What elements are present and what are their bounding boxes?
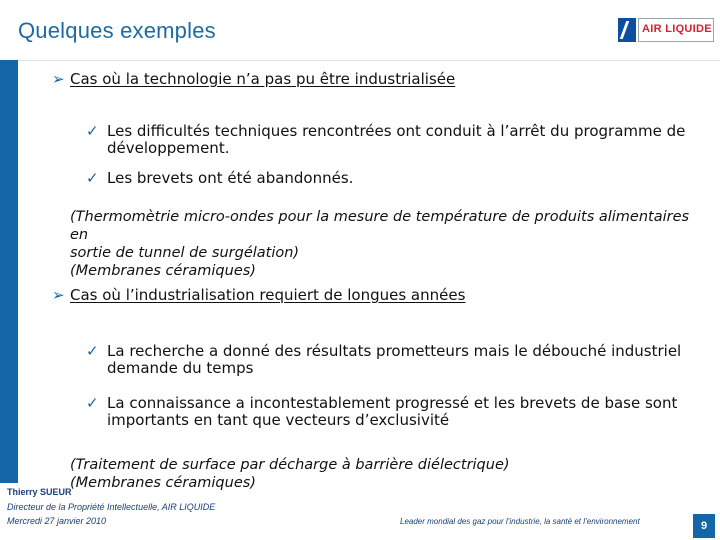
list-item-text: La connaissance a incontestablement progressé et les brevets de base sont importants en tant que vecteurs d’exclusivité: [107, 394, 678, 429]
slide-title: Quelques exemples: [18, 18, 216, 43]
arrow-bullet-icon: ➢: [52, 286, 65, 304]
footer-date: Mercredi 27 janvier 2010: [7, 516, 107, 526]
note-line: (Thermomètrie micro-ondes pour la mesure de température de produits alimentaires en: [70, 209, 690, 243]
section-heading-text: Cas où l’industrialisation requiert de longues années: [70, 286, 466, 304]
checkmark-icon: ✓: [86, 169, 99, 187]
logo-text: AIR LIQUIDE: [642, 23, 712, 35]
example-note-1: [70, 208, 700, 280]
page-number: 9: [693, 514, 715, 538]
note-line: (Traitement de surface par décharge à barrière diélectrique): [70, 457, 510, 473]
list-item-text: Les brevets ont été abandonnés.: [107, 169, 354, 187]
checkmark-icon: ✓: [86, 122, 99, 140]
list-item-text: La recherche a donné des résultats prometteurs mais le débouché industriel demande du temps: [107, 342, 682, 377]
list-item-text: Les difficultés techniques rencontrées ont conduit à l’arrêt du programme de développement.: [107, 122, 686, 157]
footer-tagline: Leader mondial des gaz pour l’industrie, la santé et l’environnement: [400, 517, 640, 526]
arrow-bullet-icon: ➢: [52, 70, 65, 88]
checkmark-icon: ✓: [86, 394, 99, 412]
section-heading-text: Cas où la technologie n’a pas pu être industrialisée: [70, 70, 456, 88]
footer-author: [7, 485, 215, 529]
footer-role: Directeur de la Propriété Intellectuelle, AIR LIQUIDE: [7, 501, 216, 512]
checkmark-icon: ✓: [86, 342, 99, 360]
note-line: sortie de tunnel de surgélation): [70, 245, 300, 261]
note-line: (Membranes céramiques): [70, 475, 256, 491]
footer-name: Thierry SUEUR: [7, 487, 72, 497]
note-line: (Membranes céramiques): [70, 263, 256, 279]
